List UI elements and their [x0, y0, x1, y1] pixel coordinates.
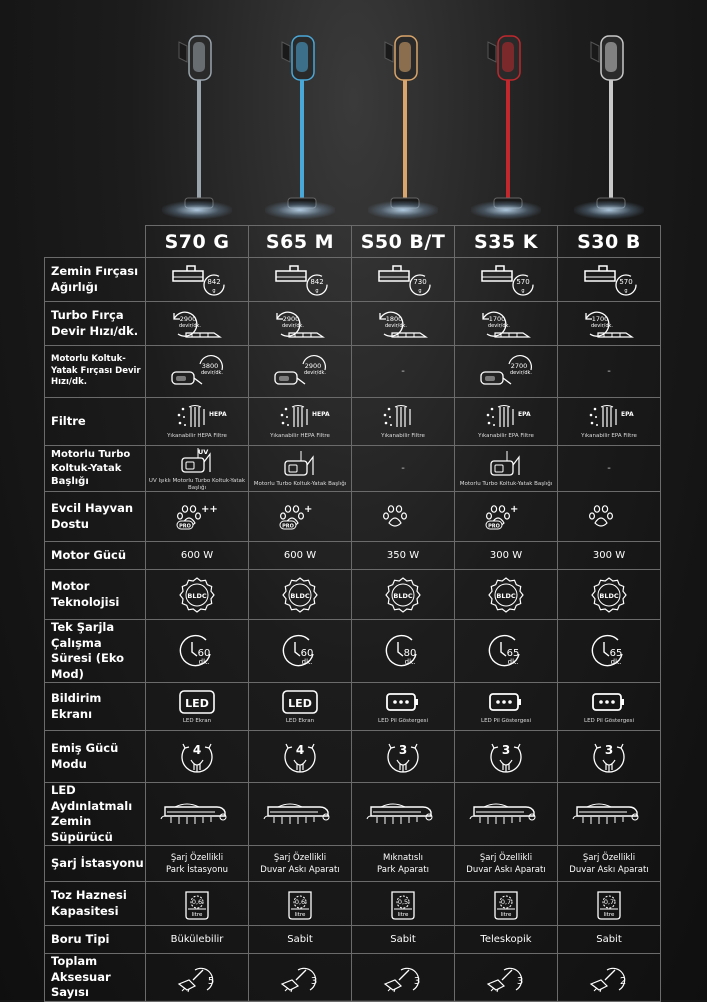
- spec-cell: [558, 882, 661, 926]
- svg-text:BLDC: BLDC: [393, 591, 413, 600]
- spec-label: Zemin Fırçası Ağırlığı: [45, 258, 146, 302]
- spec-label: Bildirim Ekranı: [45, 683, 146, 731]
- suction-mode-icon: [486, 738, 526, 776]
- spec-cell: [558, 683, 661, 731]
- paw-icon: [274, 501, 326, 533]
- turbo-brush-rpm-icon: [475, 307, 537, 341]
- svg-text:2900: 2900: [282, 314, 300, 323]
- tube-type-value: Bükülebilir: [170, 934, 224, 946]
- runtime-clock-icon: [279, 632, 321, 670]
- paw-icon: [377, 501, 429, 533]
- filter-icon: [480, 403, 532, 431]
- spec-cell: [249, 731, 352, 783]
- spec-label: Motorlu Turbo Koltuk-Yatak Başlığı: [45, 446, 146, 492]
- vacuum-icon: [579, 28, 639, 223]
- icon-caption: Yıkanabilir HEPA Filtre: [167, 433, 227, 440]
- battery-indicator-icon: [383, 688, 423, 716]
- product-image: [454, 28, 557, 223]
- motor-power-value: 300 W: [489, 550, 523, 562]
- spec-row-filter: [45, 398, 661, 446]
- led-floor-brush-icon: [365, 799, 441, 829]
- charging-station-value: Şarj Özellikli Duvar Askı Aparatı: [260, 853, 340, 875]
- tube-type-value: Teleskopik: [480, 934, 532, 946]
- vacuum-icon: [167, 28, 227, 223]
- comparison-table: [44, 225, 661, 1002]
- accessory-count-icon: [482, 962, 530, 994]
- spec-cell: [249, 846, 352, 882]
- filter-icon: [171, 403, 227, 431]
- icon-caption: Yıkanabilir HEPA Filtre: [270, 433, 330, 440]
- spec-row-dust: [45, 882, 661, 926]
- spec-cell: [146, 570, 249, 620]
- spec-label: Toz Haznesi Kapasitesi: [45, 882, 146, 926]
- spec-cell: [455, 398, 558, 446]
- spec-cell: [558, 492, 661, 542]
- floor-brush-weight-icon: [167, 263, 227, 297]
- motorized-mattress-brush-icon: [269, 354, 331, 390]
- battery-indicator-icon: [486, 688, 526, 716]
- bldc-motor-icon: [383, 575, 423, 615]
- svg-text:BLDC: BLDC: [290, 591, 310, 600]
- svg-text:4: 4: [192, 742, 202, 757]
- spec-row-accessories: [45, 954, 661, 1002]
- spec-cell: [249, 926, 352, 954]
- svg-text:dk.: dk.: [198, 658, 210, 667]
- svg-text:PRO: PRO: [179, 523, 191, 530]
- spec-cell: [455, 783, 558, 846]
- bldc-motor-icon: [486, 575, 526, 615]
- motor-power-value: 300 W: [592, 550, 626, 562]
- accessory-count-icon: [173, 962, 221, 994]
- led-floor-brush-icon: [159, 799, 235, 829]
- svg-text:570: 570: [516, 277, 530, 286]
- vacuum-icon: [373, 28, 433, 223]
- svg-text:devir/dk.: devir/dk.: [488, 322, 510, 329]
- spec-cell: [146, 398, 249, 446]
- spec-cell: [249, 346, 352, 398]
- icon-caption: LED Pil Göstergesi: [378, 718, 428, 725]
- spec-cell: [352, 446, 455, 492]
- spec-cell: [558, 620, 661, 683]
- spec-cell: [146, 926, 249, 954]
- spec-row-tube: [45, 926, 661, 954]
- accessory-count-icon: [276, 962, 324, 994]
- spec-cell: [146, 954, 249, 1002]
- icon-caption: Yıkanabilir EPA Filtre: [581, 433, 637, 440]
- runtime-clock-icon: [176, 632, 218, 670]
- svg-text:0,5: 0,5: [397, 897, 409, 906]
- paw-icon: [480, 501, 532, 533]
- spec-cell: [455, 446, 558, 492]
- spec-label: Motor Gücü: [45, 542, 146, 570]
- suction-mode-icon: [280, 738, 320, 776]
- icon-caption: LED Pil Göstergesi: [481, 718, 531, 725]
- dust-bin-icon: [386, 887, 420, 921]
- spec-row-mattress-rpm: [45, 346, 661, 398]
- motor-power-value: 600 W: [180, 550, 214, 562]
- svg-text:dk.: dk.: [301, 658, 313, 667]
- charging-station-value: Şarj Özellikli Park İstasyonu: [166, 853, 228, 875]
- model-header-row: [45, 226, 661, 258]
- svg-text:0,6: 0,6: [191, 897, 203, 906]
- spec-cell: [455, 302, 558, 346]
- spec-cell: [558, 258, 661, 302]
- spec-cell: [146, 783, 249, 846]
- floor-brush-weight-icon: [476, 263, 536, 297]
- spec-cell: [558, 846, 661, 882]
- svg-text:0,6: 0,6: [294, 897, 306, 906]
- dust-bin-icon: [180, 887, 214, 921]
- paw-icon: [583, 501, 635, 533]
- not-available: -: [607, 463, 611, 475]
- svg-text:2900: 2900: [304, 361, 322, 370]
- icon-caption: UV Işıklı Motorlu Turbo Koltuk-Yatak Başlığı: [148, 478, 246, 491]
- svg-text:litre: litre: [603, 911, 615, 918]
- spec-row-station: [45, 846, 661, 882]
- icon-caption: Yıkanabilir EPA Filtre: [478, 433, 534, 440]
- svg-text:litre: litre: [191, 911, 203, 918]
- svg-text:BLDC: BLDC: [187, 591, 207, 600]
- spec-row-pet: [45, 492, 661, 542]
- svg-text:+: +: [510, 503, 519, 515]
- svg-text:2: 2: [619, 975, 627, 987]
- spec-label: LED Aydınlatmalı Zemin Süpürücü: [45, 783, 146, 846]
- spec-label: Filtre: [45, 398, 146, 446]
- svg-text:0,7: 0,7: [500, 897, 512, 906]
- spec-row-brush-weight: [45, 258, 661, 302]
- tube-type-value: Sabit: [390, 934, 416, 946]
- svg-text:EPA: EPA: [518, 411, 531, 419]
- spec-cell: [146, 302, 249, 346]
- svg-text:BLDC: BLDC: [496, 591, 516, 600]
- spec-cell: [249, 542, 352, 570]
- dust-bin-icon: [489, 887, 523, 921]
- spec-cell: [455, 620, 558, 683]
- suction-mode-icon: [589, 738, 629, 776]
- accessory-count-icon: [379, 962, 427, 994]
- svg-text:842: 842: [207, 277, 221, 286]
- svg-text:EPA: EPA: [621, 411, 634, 419]
- icon-caption: LED Pil Göstergesi: [584, 718, 634, 725]
- svg-text:+: +: [304, 503, 313, 515]
- floor-brush-weight-icon: [270, 263, 330, 297]
- spec-cell: [352, 542, 455, 570]
- tube-type-value: Sabit: [287, 934, 313, 946]
- spec-cell: [249, 954, 352, 1002]
- spec-label: Boru Tipi: [45, 926, 146, 954]
- spec-cell: [455, 542, 558, 570]
- spec-label: Motorlu Koltuk-Yatak Fırçası Devir Hızı/dk.: [45, 346, 146, 398]
- svg-text:devir/dk.: devir/dk.: [591, 322, 613, 329]
- svg-text:BLDC: BLDC: [599, 591, 619, 600]
- turbo-brush-rpm-icon: [269, 307, 331, 341]
- runtime-clock-icon: [588, 632, 630, 670]
- svg-text:devir/dk.: devir/dk.: [304, 369, 326, 376]
- spec-cell: [352, 783, 455, 846]
- spec-cell: [146, 446, 249, 492]
- suction-mode-icon: [177, 738, 217, 776]
- spec-cell: [558, 346, 661, 398]
- suction-mode-icon: [383, 738, 423, 776]
- motorized-mattress-brush-icon: [475, 354, 537, 390]
- svg-text:65: 65: [506, 648, 520, 660]
- svg-text:litre: litre: [397, 911, 409, 918]
- svg-text:g: g: [418, 287, 422, 294]
- motorized-mattress-brush-icon: [166, 354, 228, 390]
- floor-brush-weight-icon: [373, 263, 433, 297]
- spec-cell: [455, 954, 558, 1002]
- svg-text:60: 60: [197, 648, 211, 660]
- tube-type-value: Sabit: [596, 934, 622, 946]
- vacuum-icon: [270, 28, 330, 223]
- led-floor-brush-icon: [262, 799, 338, 829]
- spec-cell: [558, 954, 661, 1002]
- spec-cell: [146, 346, 249, 398]
- filter-icon: [377, 403, 429, 431]
- not-available: -: [401, 463, 405, 475]
- icon-caption: LED Ekran: [285, 718, 315, 725]
- product-image: [145, 28, 248, 223]
- spec-label: Emiş Gücü Modu: [45, 731, 146, 783]
- spec-cell: [249, 258, 352, 302]
- spec-cell: [146, 542, 249, 570]
- svg-text:g: g: [521, 287, 525, 294]
- product-image: [248, 28, 351, 223]
- motor-power-value: 350 W: [386, 550, 420, 562]
- led-display-icon: [280, 688, 320, 716]
- bldc-motor-icon: [589, 575, 629, 615]
- spec-cell: [455, 926, 558, 954]
- svg-text:LED: LED: [185, 697, 209, 711]
- filter-icon: [583, 403, 635, 431]
- floor-brush-weight-icon: [579, 263, 639, 297]
- turbo-mattress-head-icon: [483, 449, 529, 479]
- svg-text:dk.: dk.: [610, 658, 622, 667]
- spec-cell: [146, 683, 249, 731]
- turbo-mattress-head-icon: [174, 446, 220, 476]
- charging-station-value: Şarj Özellikli Duvar Askı Aparatı: [466, 853, 546, 875]
- svg-text:0,7: 0,7: [603, 897, 615, 906]
- spec-cell: [558, 542, 661, 570]
- svg-text:PRO: PRO: [488, 523, 500, 530]
- charging-station-value: Şarj Özellikli Duvar Askı Aparatı: [569, 853, 649, 875]
- spec-cell: [352, 302, 455, 346]
- icon-caption: Yıkanabilir Filtre: [381, 433, 425, 440]
- spec-label: Toplam Aksesuar Sayısı: [45, 954, 146, 1002]
- spec-row-display: [45, 683, 661, 731]
- spec-row-led-floor: [45, 783, 661, 846]
- model-name: S30 B: [558, 226, 661, 258]
- filter-icon: [274, 403, 330, 431]
- bldc-motor-icon: [177, 575, 217, 615]
- led-display-icon: [177, 688, 217, 716]
- spec-row-turbo-rpm: [45, 302, 661, 346]
- spec-cell: [146, 620, 249, 683]
- spec-cell: [352, 846, 455, 882]
- model-name: S35 K: [455, 226, 558, 258]
- svg-text:devir/dk.: devir/dk.: [385, 322, 407, 329]
- svg-text:65: 65: [609, 648, 623, 660]
- not-available: -: [401, 366, 405, 377]
- spec-row-runtime: [45, 620, 661, 683]
- svg-text:g: g: [212, 287, 216, 294]
- motor-power-value: 600 W: [283, 550, 317, 562]
- spec-cell: [455, 683, 558, 731]
- spec-cell: [558, 783, 661, 846]
- svg-text:LED: LED: [288, 697, 312, 711]
- spec-cell: [352, 882, 455, 926]
- dust-bin-icon: [283, 887, 317, 921]
- runtime-clock-icon: [382, 632, 424, 670]
- spec-row-suction: [45, 731, 661, 783]
- battery-indicator-icon: [589, 688, 629, 716]
- svg-text:HEPA: HEPA: [209, 411, 227, 419]
- paw-icon: [171, 501, 223, 533]
- spec-cell: [352, 492, 455, 542]
- svg-text:3: 3: [310, 975, 318, 987]
- svg-text:570: 570: [619, 277, 633, 286]
- spec-cell: [455, 882, 558, 926]
- svg-text:dk.: dk.: [507, 658, 519, 667]
- spec-cell: [352, 258, 455, 302]
- spec-cell: [352, 620, 455, 683]
- spec-cell: [249, 302, 352, 346]
- spec-cell: [146, 846, 249, 882]
- spec-row-motor-tech: [45, 570, 661, 620]
- spec-cell: [455, 731, 558, 783]
- svg-text:3: 3: [516, 975, 524, 987]
- svg-text:842: 842: [310, 277, 324, 286]
- svg-text:litre: litre: [294, 911, 306, 918]
- spec-cell: [352, 926, 455, 954]
- spec-cell: [352, 954, 455, 1002]
- svg-text:5: 5: [207, 975, 215, 987]
- svg-text:++: ++: [201, 503, 218, 515]
- spec-cell: [352, 398, 455, 446]
- svg-text:3800: 3800: [201, 361, 219, 370]
- spec-cell: [352, 570, 455, 620]
- icon-caption: LED Ekran: [182, 718, 212, 725]
- product-image: [351, 28, 454, 223]
- turbo-mattress-head-icon: [277, 449, 323, 479]
- bldc-motor-icon: [280, 575, 320, 615]
- spec-cell: [558, 926, 661, 954]
- spec-cell: [558, 302, 661, 346]
- runtime-clock-icon: [485, 632, 527, 670]
- svg-text:1800: 1800: [385, 314, 403, 323]
- spec-row-turbo-mattress: [45, 446, 661, 492]
- svg-text:dk.: dk.: [404, 658, 416, 667]
- charging-station-value: Mıknatıslı Park Aparatı: [377, 853, 429, 875]
- spec-cell: [352, 346, 455, 398]
- not-available: -: [607, 366, 611, 377]
- spec-cell: [558, 731, 661, 783]
- product-image: [557, 28, 660, 223]
- svg-text:UV: UV: [198, 448, 209, 456]
- svg-text:1700: 1700: [488, 314, 506, 323]
- svg-text:devir/dk.: devir/dk.: [201, 369, 223, 376]
- spec-cell: [249, 882, 352, 926]
- svg-text:devir/dk.: devir/dk.: [282, 322, 304, 329]
- spec-label: Turbo Fırça Devir Hızı/dk.: [45, 302, 146, 346]
- svg-text:3: 3: [398, 742, 408, 757]
- spec-cell: [352, 731, 455, 783]
- spec-cell: [455, 492, 558, 542]
- spec-cell: [249, 398, 352, 446]
- svg-text:3: 3: [501, 742, 511, 757]
- spec-cell: [249, 620, 352, 683]
- model-name: S50 B/T: [352, 226, 455, 258]
- svg-text:1700: 1700: [591, 314, 609, 323]
- svg-text:2900: 2900: [179, 314, 197, 323]
- svg-text:g: g: [315, 287, 319, 294]
- svg-text:80: 80: [403, 648, 417, 660]
- svg-text:devir/dk.: devir/dk.: [510, 369, 532, 376]
- svg-text:3: 3: [413, 975, 421, 987]
- vacuum-icon: [476, 28, 536, 223]
- turbo-brush-rpm-icon: [166, 307, 228, 341]
- icon-caption: Motorlu Turbo Koltuk-Yatak Başlığı: [253, 481, 347, 488]
- icon-caption: Motorlu Turbo Koltuk-Yatak Başlığı: [459, 481, 553, 488]
- spec-label: Motor Teknolojisi: [45, 570, 146, 620]
- spec-cell: [352, 683, 455, 731]
- svg-text:PRO: PRO: [282, 523, 294, 530]
- spec-cell: [558, 398, 661, 446]
- spec-cell: [249, 570, 352, 620]
- led-floor-brush-icon: [571, 799, 647, 829]
- spec-cell: [249, 783, 352, 846]
- product-images: [145, 28, 660, 223]
- turbo-brush-rpm-icon: [372, 307, 434, 341]
- dust-bin-icon: [592, 887, 626, 921]
- spec-label: Evcil Hayvan Dostu: [45, 492, 146, 542]
- model-name: S65 M: [249, 226, 352, 258]
- svg-text:HEPA: HEPA: [312, 411, 330, 419]
- spec-cell: [455, 846, 558, 882]
- spec-cell: [455, 258, 558, 302]
- spec-label: Tek Şarjla Çalışma Süresi (Eko Mod): [45, 620, 146, 683]
- svg-text:2700: 2700: [510, 361, 528, 370]
- svg-text:3: 3: [604, 742, 614, 757]
- turbo-brush-rpm-icon: [578, 307, 640, 341]
- model-name: S70 G: [146, 226, 249, 258]
- svg-text:litre: litre: [500, 911, 512, 918]
- svg-text:g: g: [624, 287, 628, 294]
- accessory-count-icon: [585, 962, 633, 994]
- spec-row-motor-power: [45, 542, 661, 570]
- spec-cell: [146, 731, 249, 783]
- spec-cell: [249, 683, 352, 731]
- svg-text:4: 4: [295, 742, 305, 757]
- spec-cell: [249, 492, 352, 542]
- led-floor-brush-icon: [468, 799, 544, 829]
- svg-text:730: 730: [413, 277, 427, 286]
- svg-text:60: 60: [300, 648, 314, 660]
- spec-cell: [558, 446, 661, 492]
- spec-cell: [558, 570, 661, 620]
- spec-cell: [455, 346, 558, 398]
- spec-label: Şarj İstasyonu: [45, 846, 146, 882]
- spec-cell: [146, 492, 249, 542]
- spec-cell: [249, 446, 352, 492]
- spec-cell: [146, 882, 249, 926]
- svg-text:devir/dk.: devir/dk.: [179, 322, 201, 329]
- spec-cell: [455, 570, 558, 620]
- spec-cell: [146, 258, 249, 302]
